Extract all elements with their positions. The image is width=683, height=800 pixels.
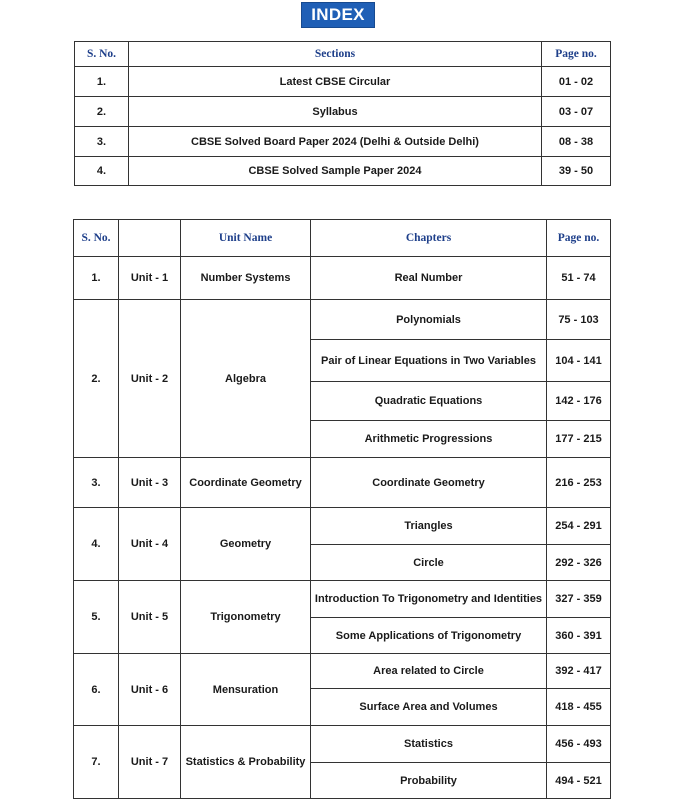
table-row: [75, 157, 611, 186]
chapter-title: Statistics: [311, 726, 547, 763]
chapter-title: Real Number: [311, 257, 547, 300]
chapter-title: Triangles: [311, 508, 547, 545]
unit-name: Number Systems: [181, 257, 311, 300]
unit-label: Unit - 1: [119, 257, 181, 300]
index-banner: INDEX: [301, 2, 375, 28]
unit-name: Coordinate Geometry: [181, 458, 311, 508]
unit-sno: 1.: [74, 257, 119, 300]
chapter-page: 392 - 417: [547, 654, 611, 689]
row-page: 08 - 38: [542, 127, 611, 157]
table-row: [74, 508, 611, 545]
header-unit: [119, 220, 181, 257]
chapter-title: Coordinate Geometry: [311, 458, 547, 508]
table-row: [74, 726, 611, 763]
chapter-title: Quadratic Equations: [311, 382, 547, 421]
table-header-row: [75, 42, 611, 67]
unit-name: Mensuration: [181, 654, 311, 726]
row-page: 39 - 50: [542, 157, 611, 186]
chapter-page: 292 - 326: [547, 545, 611, 581]
units-table: [73, 219, 611, 799]
chapter-title: Arithmetic Progressions: [311, 421, 547, 458]
chapter-title: Introduction To Trigonometry and Identities: [311, 581, 547, 618]
chapter-page: 51 - 74: [547, 257, 611, 300]
header-chapters: Chapters: [311, 220, 547, 257]
chapter-page: 216 - 253: [547, 458, 611, 508]
chapter-title: Polynomials: [311, 300, 547, 340]
chapter-page: 104 - 141: [547, 340, 611, 382]
row-sno: 2.: [75, 97, 129, 127]
row-page: 03 - 07: [542, 97, 611, 127]
unit-name: Statistics & Probability: [181, 726, 311, 799]
header-sno: S. No.: [75, 42, 129, 67]
unit-label: Unit - 5: [119, 581, 181, 654]
header-sno: S. No.: [74, 220, 119, 257]
unit-label: Unit - 3: [119, 458, 181, 508]
chapter-page: 254 - 291: [547, 508, 611, 545]
row-sno: 1.: [75, 67, 129, 97]
chapter-page: 142 - 176: [547, 382, 611, 421]
unit-sno: 2.: [74, 300, 119, 458]
row-sno: 3.: [75, 127, 129, 157]
unit-sno: 4.: [74, 508, 119, 581]
chapter-title: Probability: [311, 763, 547, 799]
table-row: [74, 257, 611, 300]
row-page: 01 - 02: [542, 67, 611, 97]
unit-sno: 5.: [74, 581, 119, 654]
row-section: Syllabus: [129, 97, 542, 127]
table-row: [74, 300, 611, 340]
row-section: CBSE Solved Sample Paper 2024: [129, 157, 542, 186]
chapter-page: 177 - 215: [547, 421, 611, 458]
chapter-page: 456 - 493: [547, 726, 611, 763]
chapter-page: 360 - 391: [547, 618, 611, 654]
unit-name: Algebra: [181, 300, 311, 458]
chapter-title: Some Applications of Trigonometry: [311, 618, 547, 654]
unit-sno: 7.: [74, 726, 119, 799]
header-sections: Sections: [129, 42, 542, 67]
chapter-page: 75 - 103: [547, 300, 611, 340]
chapter-title: Surface Area and Volumes: [311, 689, 547, 726]
unit-label: Unit - 2: [119, 300, 181, 458]
unit-name: Geometry: [181, 508, 311, 581]
chapter-title: Pair of Linear Equations in Two Variables: [311, 340, 547, 382]
unit-sno: 3.: [74, 458, 119, 508]
unit-sno: 6.: [74, 654, 119, 726]
unit-label: Unit - 7: [119, 726, 181, 799]
row-sno: 4.: [75, 157, 129, 186]
table-row: [74, 654, 611, 689]
header-page: Page no.: [547, 220, 611, 257]
sections-table: [74, 41, 611, 186]
chapter-title: Area related to Circle: [311, 654, 547, 689]
row-section: Latest CBSE Circular: [129, 67, 542, 97]
unit-label: Unit - 6: [119, 654, 181, 726]
header-page: Page no.: [542, 42, 611, 67]
chapter-title: Circle: [311, 545, 547, 581]
table-header-row: [74, 220, 611, 257]
table-row: [74, 581, 611, 618]
table-row: [75, 127, 611, 157]
chapter-page: 418 - 455: [547, 689, 611, 726]
header-unit-name: Unit Name: [181, 220, 311, 257]
table-row: [75, 67, 611, 97]
chapter-page: 327 - 359: [547, 581, 611, 618]
unit-name: Trigonometry: [181, 581, 311, 654]
row-section: CBSE Solved Board Paper 2024 (Delhi & Outside Delhi): [129, 127, 542, 157]
table-row: [74, 458, 611, 508]
unit-label: Unit - 4: [119, 508, 181, 581]
chapter-page: 494 - 521: [547, 763, 611, 799]
table-row: [75, 97, 611, 127]
